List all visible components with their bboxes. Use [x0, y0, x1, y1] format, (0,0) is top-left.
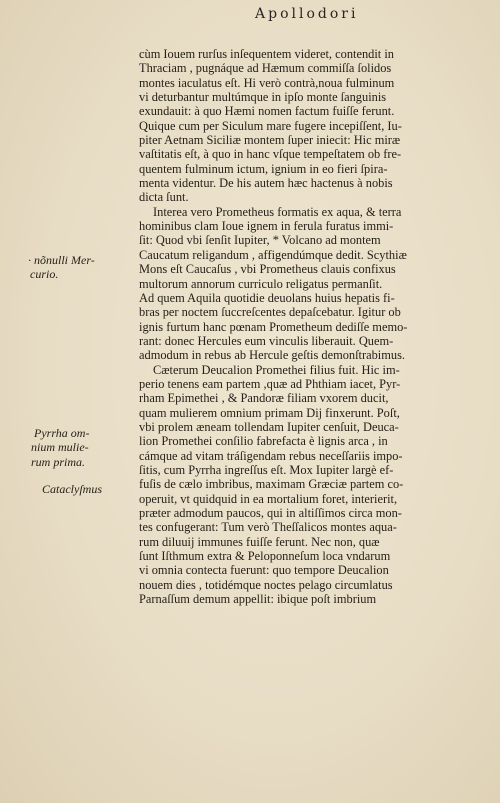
text-line: Interea vero Prometheus formatis ex aqua, & terra [153, 204, 402, 219]
text-line: rum diluuij immunes fuiſſe ferunt. Nec non, quæ [139, 534, 380, 549]
text-line: exundauit: à quo Hæmi nomen factum fuiſſe ferunt. [139, 104, 395, 119]
margin-note-pyrrha [28, 426, 89, 469]
text-line: fuſis de cælo imbribus, maximam Græciæ partem co- [139, 477, 404, 492]
margin-note-line: · nõnulli Mer- [28, 253, 95, 267]
text-line: præter admodum paucos, qui in altiſſimos circa mon- [139, 506, 402, 520]
text-line: cámque ad vitam tráſigendam rebus neceſſariis impo- [139, 448, 403, 463]
text-line: rant: donec Hercules eum vinculis liberauit. Quem- [139, 333, 394, 348]
text-line: lion Promethei conſilio fabrefacta è lignis arca , in [139, 434, 388, 449]
text-line: tes confugerant: Tum verò Theſſalicos montes aqua- [139, 520, 397, 535]
margin-note-line: curio. [30, 267, 59, 282]
text-line: ſunt Iſthmum extra & Peloponneſum loca vndarum [139, 549, 391, 564]
text-line: hominibus clam Ioue ignem in ferula furatus immi- [139, 219, 394, 234]
text-line: Ad quem Aquila quotidie deuolans huius hepatis fi- [139, 290, 395, 305]
text-line: ſitis, cum Pyrrha ingreſſus eſt. Mox Iupiter largè ef- [139, 462, 394, 477]
text-line: vaſtitatis eſt, à quo in hanc vſque tempeſtatem ob fre- [139, 147, 402, 162]
text-line: piter Aetnam Siciliæ montem ſuper iniecit: Hic miræ [139, 133, 401, 148]
margin-note-line: rum prima. [31, 454, 86, 469]
margin-note-line: nium mulie- [31, 440, 89, 455]
margin-note-mercurio [28, 253, 95, 282]
text-line: Mons eſt Caucaſus , vbi Prometheus clauis confixus [139, 262, 396, 277]
text-line: ſit: Quod vbi ſenſit Iupiter, * Volcano ad montem [139, 233, 381, 248]
text-line: Quique cum per Siculum mare fugere incepiſſent, Iu- [139, 118, 402, 133]
text-line: rham Epimethei , & Pandoræ filiam vxorem ducit, [139, 391, 389, 406]
margin-note-cataclysmus [42, 482, 102, 496]
margin-note-line: Cataclyſmus [42, 482, 102, 496]
text-line: Cæterum Deucalion Promethei filius fuit. Hic im- [153, 362, 400, 377]
text-line: menta videntur. De his autem hæc hactenus à nobis [139, 176, 393, 191]
text-line: bras per noctem ſuccreſcentes depaſcebatur. Igitur ob [139, 305, 401, 320]
text-line: dicta ſunt. [139, 190, 189, 205]
text-line: quentem fulminum ictum, ignium in eo fieri ſpira- [139, 161, 388, 176]
text-line: perio tenens eam partem ,quæ ad Phthiam iacet, Pyr- [139, 376, 401, 391]
body-text [139, 47, 462, 606]
text-line: Caucatum religandum , affigendúmque dedit. Scythiæ [139, 247, 407, 262]
text-line: vbi prolem æneam tollendam Iupiter cenſuit, Deuca- [139, 419, 399, 434]
text-line: admodum in rebus ab Hercule geſtis demonſtrabimus. [139, 348, 405, 363]
text-line: quam mulierem omnium primam Dij finxerunt. Poſt, [139, 405, 400, 420]
text-line: multorum annorum curriculo religatus permanſit. [139, 276, 383, 291]
text-line: Parnaſſum demum appellit: ibique poſt imbrium [139, 592, 377, 607]
text-line: operuit, vt quidquid in ea mortalium foret, interierit, [139, 491, 398, 506]
text-line: vi omnia contecta fuerunt: quo tempore Deucalion [139, 563, 389, 578]
text-line: montes iaculatus eſt. Hi verò contrà,noua fulminum [139, 75, 395, 90]
text-line: ignis furtum hanc pœnam Prometheum dediſſe memo- [139, 319, 408, 334]
running-head: Apollodori [255, 6, 359, 22]
text-line: cùm Iouem rurſus inſequentem videret, contendit in [139, 47, 394, 61]
margin-note-line: Pyrrha om- [34, 426, 90, 440]
text-line: Thraciam , pugnáque ad Hæmum commiſſa ſolidos [139, 61, 392, 76]
text-line: nouem dies , totidémque noctes pelago circumlatus [139, 577, 393, 592]
text-line: vi deturbantur multúmque in ipſo monte ſanguinis [139, 90, 387, 105]
